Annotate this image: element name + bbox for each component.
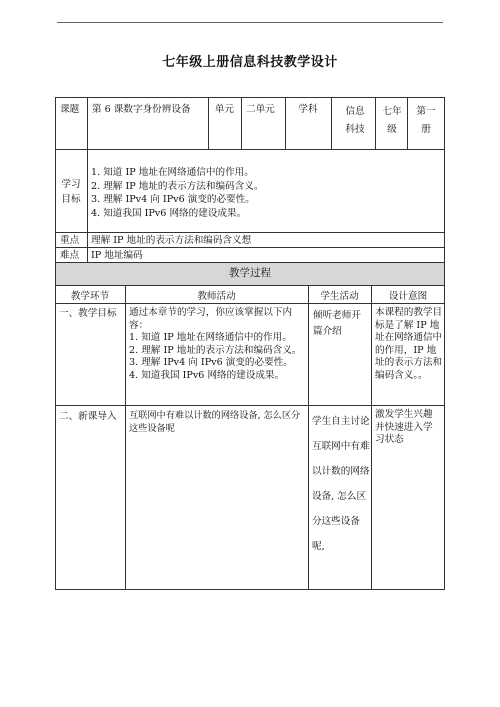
column-header-stage: 教学环节 (70, 291, 110, 302)
table-row-teacher (129, 307, 305, 382)
table-row-intent: 本课程的教学目标是了解 IP 地址在网络通信中的作用，IP 地址的表示方法和编码含义。。 (375, 307, 443, 381)
column-header-teacher: 教师活动 (197, 291, 236, 302)
teacher-item: 4. 知道我国 IPv6 网络的建设成果。 (129, 369, 285, 381)
table-row-intent: 激发学生兴趣并快速进入学习状态 (375, 409, 433, 445)
subject-label: 学科 (298, 104, 318, 115)
unit-label: 单元 (214, 104, 235, 115)
table-row-student: 倾听老师开篇介绍 (313, 310, 361, 337)
lesson-label: 课题 (60, 104, 80, 115)
key-point-label: 重点 (60, 235, 80, 246)
unit-value: 二单元 (246, 104, 275, 115)
process-header: 教学过程 (229, 267, 271, 279)
table-row-teacher: 互联网中有难以计数的网络设备, 怎么区分这些设备呢 (129, 410, 301, 434)
column-header-intent: 设计意图 (388, 291, 428, 302)
objective-item: 1. 知道 IP 地址在网络通信中的作用。 (91, 167, 254, 178)
table-row-stage: 二、新课导入 (59, 411, 117, 422)
objectives-list (91, 166, 441, 220)
subject-value: 信息科技 (345, 106, 365, 135)
objective-item: 2. 理解 IP 地址的表示方法和编码含义。 (91, 180, 264, 192)
objective-item: 3. 理解 IPv4 向 IPv6 演变的必要性。 (91, 194, 255, 205)
table-row-stage: 一、教学目标 (59, 308, 117, 319)
difficulty-value: IP 地址编码 (91, 250, 143, 261)
difficulty-label: 难点 (60, 250, 80, 261)
teacher-item: 2. 理解 IP 地址的表示方法和编码含义。 (129, 344, 302, 356)
key-point-value: 理解 IP 地址的表示方法和编码含义想 (91, 235, 252, 246)
teacher-item: 1. 知道 IP 地址在网络通信中的作用。 (129, 332, 292, 343)
column-header-student: 学生活动 (320, 291, 359, 302)
lesson-value: 第 6 课数字身份辨设备 (92, 104, 191, 115)
page-title: 七年级上册信息科技教学设计 (162, 55, 338, 70)
header-rule (57, 22, 443, 23)
table-row-student: 学生自主讨论互联网中有难以计数的网络设备, 怎么区分这些设备呢, (312, 416, 370, 552)
teacher-intro: 通过本章节的学习，你应该掌握以下内容： (129, 307, 293, 331)
volume-value: 第一册 (416, 106, 436, 135)
grade-value: 七年级 (382, 106, 402, 135)
objectives-label: 学习目标 (61, 179, 81, 205)
objective-item: 4. 知道我国 IPv6 网络的建设成果。 (91, 207, 247, 219)
teacher-item: 3. 理解 IPv4 向 IPv6 演变的必要性。 (129, 357, 293, 368)
